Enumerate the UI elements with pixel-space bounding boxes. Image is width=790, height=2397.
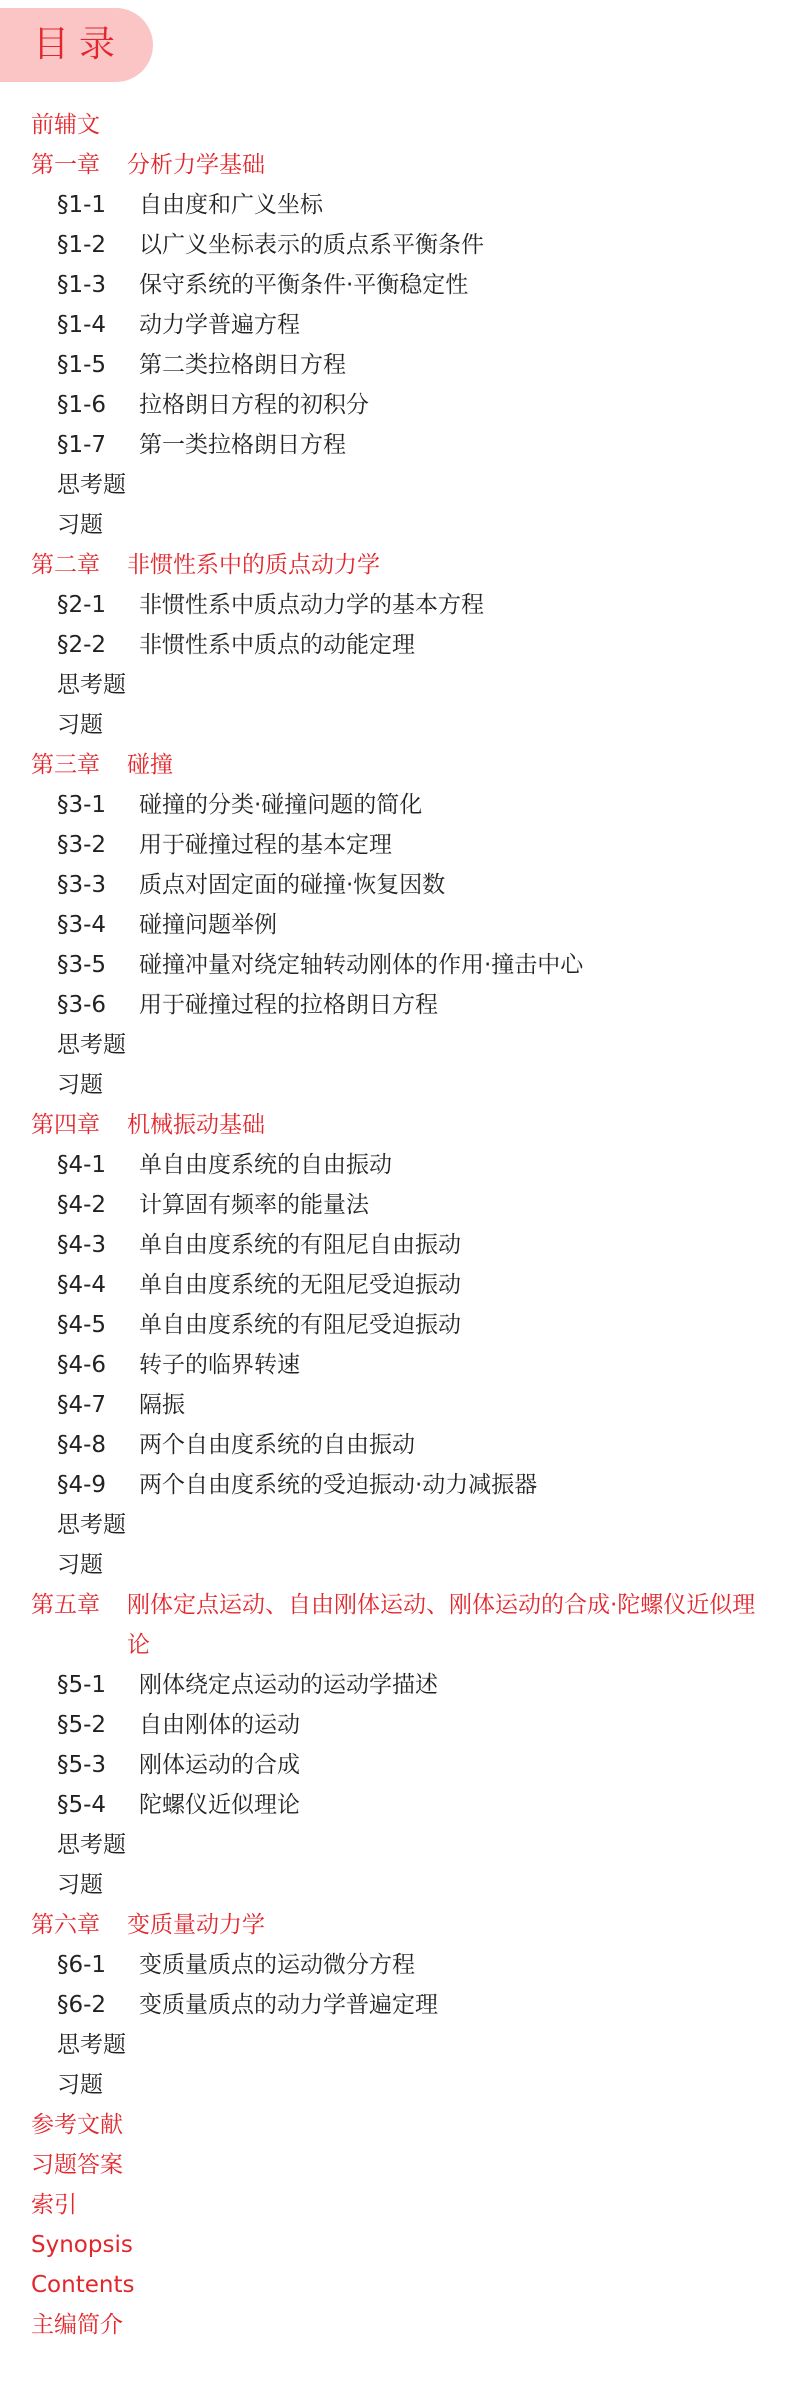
chapter-number: 第三章 bbox=[31, 752, 100, 778]
section-number: §4-9 bbox=[57, 1472, 107, 1498]
section-title: 拉格朗日方程的初积分 bbox=[139, 392, 369, 418]
toc-header-banner bbox=[0, 8, 153, 82]
section-title: 用于碰撞过程的拉格朗日方程 bbox=[139, 992, 438, 1018]
chapter-title: 碰撞 bbox=[127, 752, 173, 778]
chapter-number: 第一章 bbox=[31, 152, 100, 178]
toc-exercise-link[interactable]: 习题 bbox=[57, 712, 103, 738]
section-number: §1-1 bbox=[57, 192, 107, 218]
toc-section-link[interactable] bbox=[0, 1265, 790, 1305]
section-number: §3-5 bbox=[57, 952, 107, 978]
section-number: §4-1 bbox=[57, 1152, 107, 1178]
toc-exercise-link[interactable]: 习题 bbox=[57, 1872, 103, 1898]
section-number: §3-2 bbox=[57, 832, 107, 858]
toc-section-link[interactable] bbox=[0, 1945, 790, 1985]
toc-exercise-link[interactable]: 思考题 bbox=[57, 1032, 126, 1058]
section-title: 单自由度系统的有阻尼受迫振动 bbox=[139, 1312, 461, 1338]
section-title: 单自由度系统的无阻尼受迫振动 bbox=[139, 1272, 461, 1298]
toc-section-link[interactable] bbox=[0, 785, 790, 825]
toc-section-link[interactable] bbox=[0, 945, 790, 985]
section-number: §4-5 bbox=[57, 1312, 107, 1338]
section-number: §2-1 bbox=[57, 592, 107, 618]
section-number: §4-7 bbox=[57, 1392, 107, 1418]
toc-chapter-link[interactable] bbox=[0, 1905, 790, 1945]
chapter-number: 第六章 bbox=[31, 1912, 100, 1938]
toc-matter-link[interactable]: Contents bbox=[31, 2272, 135, 2298]
toc-chapter-link[interactable] bbox=[0, 1105, 790, 1145]
chapter-title: 非惯性系中的质点动力学 bbox=[127, 552, 380, 578]
section-number: §3-4 bbox=[57, 912, 107, 938]
toc-section-link[interactable] bbox=[0, 905, 790, 945]
section-number: §6-1 bbox=[57, 1952, 107, 1978]
section-number: §4-2 bbox=[57, 1192, 107, 1218]
toc-section-link[interactable] bbox=[0, 345, 790, 385]
section-number: §1-4 bbox=[57, 312, 107, 338]
section-number: §1-3 bbox=[57, 272, 107, 298]
toc-exercise-link[interactable]: 习题 bbox=[57, 1072, 103, 1098]
section-title: 单自由度系统的自由振动 bbox=[139, 1152, 392, 1178]
toc-section-link[interactable] bbox=[0, 1705, 790, 1745]
section-title: 碰撞的分类·碰撞问题的简化 bbox=[139, 792, 423, 818]
toc-section-link[interactable] bbox=[0, 265, 790, 305]
toc-matter-link[interactable]: 主编简介 bbox=[31, 2312, 123, 2338]
chapter-number: 第五章 bbox=[31, 1592, 100, 1618]
toc-chapter-link[interactable] bbox=[0, 745, 790, 785]
section-number: §4-8 bbox=[57, 1432, 107, 1458]
toc-exercise-link[interactable]: 思考题 bbox=[57, 672, 126, 698]
toc-chapter-link[interactable] bbox=[0, 145, 790, 185]
toc-exercise-link[interactable]: 习题 bbox=[57, 2072, 103, 2098]
section-title: 用于碰撞过程的基本定理 bbox=[139, 832, 392, 858]
toc-section-link[interactable] bbox=[0, 1785, 790, 1825]
toc-exercise-link[interactable]: 思考题 bbox=[57, 472, 126, 498]
section-number: §5-2 bbox=[57, 1712, 107, 1738]
section-number: §1-6 bbox=[57, 392, 107, 418]
section-title: 碰撞冲量对绕定轴转动刚体的作用·撞击中心 bbox=[139, 952, 584, 978]
toc-section-link[interactable] bbox=[0, 1665, 790, 1705]
section-number: §4-3 bbox=[57, 1232, 107, 1258]
section-number: §1-2 bbox=[57, 232, 107, 258]
section-title: 计算固有频率的能量法 bbox=[139, 1192, 369, 1218]
section-title: 第二类拉格朗日方程 bbox=[139, 352, 346, 378]
toc-section-link[interactable] bbox=[0, 585, 790, 625]
section-number: §4-6 bbox=[57, 1352, 107, 1378]
section-title: 保守系统的平衡条件·平衡稳定性 bbox=[139, 272, 469, 298]
toc-section-link[interactable] bbox=[0, 1745, 790, 1785]
toc-section-link[interactable] bbox=[0, 185, 790, 225]
toc-exercise-link[interactable]: 思考题 bbox=[57, 1512, 126, 1538]
section-title: 两个自由度系统的受迫振动·动力减振器 bbox=[139, 1472, 538, 1498]
toc-section-link[interactable] bbox=[0, 1305, 790, 1345]
toc-section-link[interactable] bbox=[0, 1425, 790, 1465]
chapter-title: 分析力学基础 bbox=[127, 152, 265, 178]
section-title: 碰撞问题举例 bbox=[139, 912, 277, 938]
section-number: §1-5 bbox=[57, 352, 107, 378]
toc-exercise-link[interactable]: 思考题 bbox=[57, 2032, 126, 2058]
toc-exercise-link[interactable]: 习题 bbox=[57, 1552, 103, 1578]
toc-section-link[interactable] bbox=[0, 1345, 790, 1385]
section-title: 变质量质点的运动微分方程 bbox=[139, 1952, 415, 1978]
section-number: §4-4 bbox=[57, 1272, 107, 1298]
section-title: 陀螺仪近似理论 bbox=[139, 1792, 300, 1818]
toc-matter-link[interactable]: 习题答案 bbox=[31, 2152, 123, 2178]
section-number: §3-3 bbox=[57, 872, 107, 898]
toc-section-link[interactable] bbox=[0, 825, 790, 865]
toc-chapter-link[interactable] bbox=[0, 545, 790, 585]
toc-section-link[interactable] bbox=[0, 385, 790, 425]
section-number: §3-1 bbox=[57, 792, 107, 818]
section-title: 自由刚体的运动 bbox=[139, 1712, 300, 1738]
toc-section-link[interactable] bbox=[0, 1145, 790, 1185]
toc-exercise-link[interactable]: 思考题 bbox=[57, 1832, 126, 1858]
section-title: 变质量质点的动力学普遍定理 bbox=[139, 1992, 438, 2018]
toc-exercise-link[interactable]: 习题 bbox=[57, 512, 103, 538]
toc-section-link[interactable] bbox=[0, 625, 790, 665]
section-title: 自由度和广义坐标 bbox=[139, 192, 323, 218]
table-of-contents bbox=[0, 105, 790, 2345]
section-number: §5-1 bbox=[57, 1672, 107, 1698]
chapter-title: 变质量动力学 bbox=[127, 1912, 265, 1938]
toc-section-link[interactable] bbox=[0, 865, 790, 905]
section-title: 质点对固定面的碰撞·恢复因数 bbox=[139, 872, 446, 898]
toc-chapter-link[interactable] bbox=[0, 1585, 790, 1665]
section-title: 第一类拉格朗日方程 bbox=[139, 432, 346, 458]
chapter-title: 刚体定点运动、自由刚体运动、刚体运动的合成·陀螺仪近似理论 bbox=[127, 1592, 756, 1658]
toc-matter-link[interactable]: 索引 bbox=[31, 2192, 77, 2218]
toc-section-link[interactable] bbox=[0, 225, 790, 265]
section-title: 非惯性系中质点动力学的基本方程 bbox=[139, 592, 484, 618]
toc-section-link[interactable] bbox=[0, 1185, 790, 1225]
section-title: 单自由度系统的有阻尼自由振动 bbox=[139, 1232, 461, 1258]
toc-matter-link[interactable]: Synopsis bbox=[31, 2232, 133, 2258]
chapter-number: 第二章 bbox=[31, 552, 100, 578]
section-number: §2-2 bbox=[57, 632, 107, 658]
page-title: 目录 bbox=[33, 24, 126, 65]
section-number: §5-4 bbox=[57, 1792, 107, 1818]
section-title: 动力学普遍方程 bbox=[139, 312, 300, 338]
toc-section-link[interactable] bbox=[0, 425, 790, 465]
toc-matter-link[interactable]: 前辅文 bbox=[31, 112, 100, 138]
section-title: 转子的临界转速 bbox=[139, 1352, 300, 1378]
toc-section-link[interactable] bbox=[0, 985, 790, 1025]
section-title: 两个自由度系统的自由振动 bbox=[139, 1432, 415, 1458]
toc-matter-link[interactable]: 参考文献 bbox=[31, 2112, 123, 2138]
section-title: 以广义坐标表示的质点系平衡条件 bbox=[139, 232, 484, 258]
section-number: §6-2 bbox=[57, 1992, 107, 2018]
section-number: §1-7 bbox=[57, 432, 107, 458]
toc-section-link[interactable] bbox=[0, 1225, 790, 1265]
section-title: 非惯性系中质点的动能定理 bbox=[139, 632, 415, 658]
chapter-title: 机械振动基础 bbox=[127, 1112, 265, 1138]
section-number: §3-6 bbox=[57, 992, 107, 1018]
toc-section-link[interactable] bbox=[0, 1465, 790, 1505]
section-title: 刚体绕定点运动的运动学描述 bbox=[139, 1672, 438, 1698]
section-title: 刚体运动的合成 bbox=[139, 1752, 300, 1778]
chapter-number: 第四章 bbox=[31, 1112, 100, 1138]
section-title: 隔振 bbox=[139, 1392, 185, 1418]
toc-section-link[interactable] bbox=[0, 1385, 790, 1425]
toc-section-link[interactable] bbox=[0, 1985, 790, 2025]
section-number: §5-3 bbox=[57, 1752, 107, 1778]
toc-section-link[interactable] bbox=[0, 305, 790, 345]
